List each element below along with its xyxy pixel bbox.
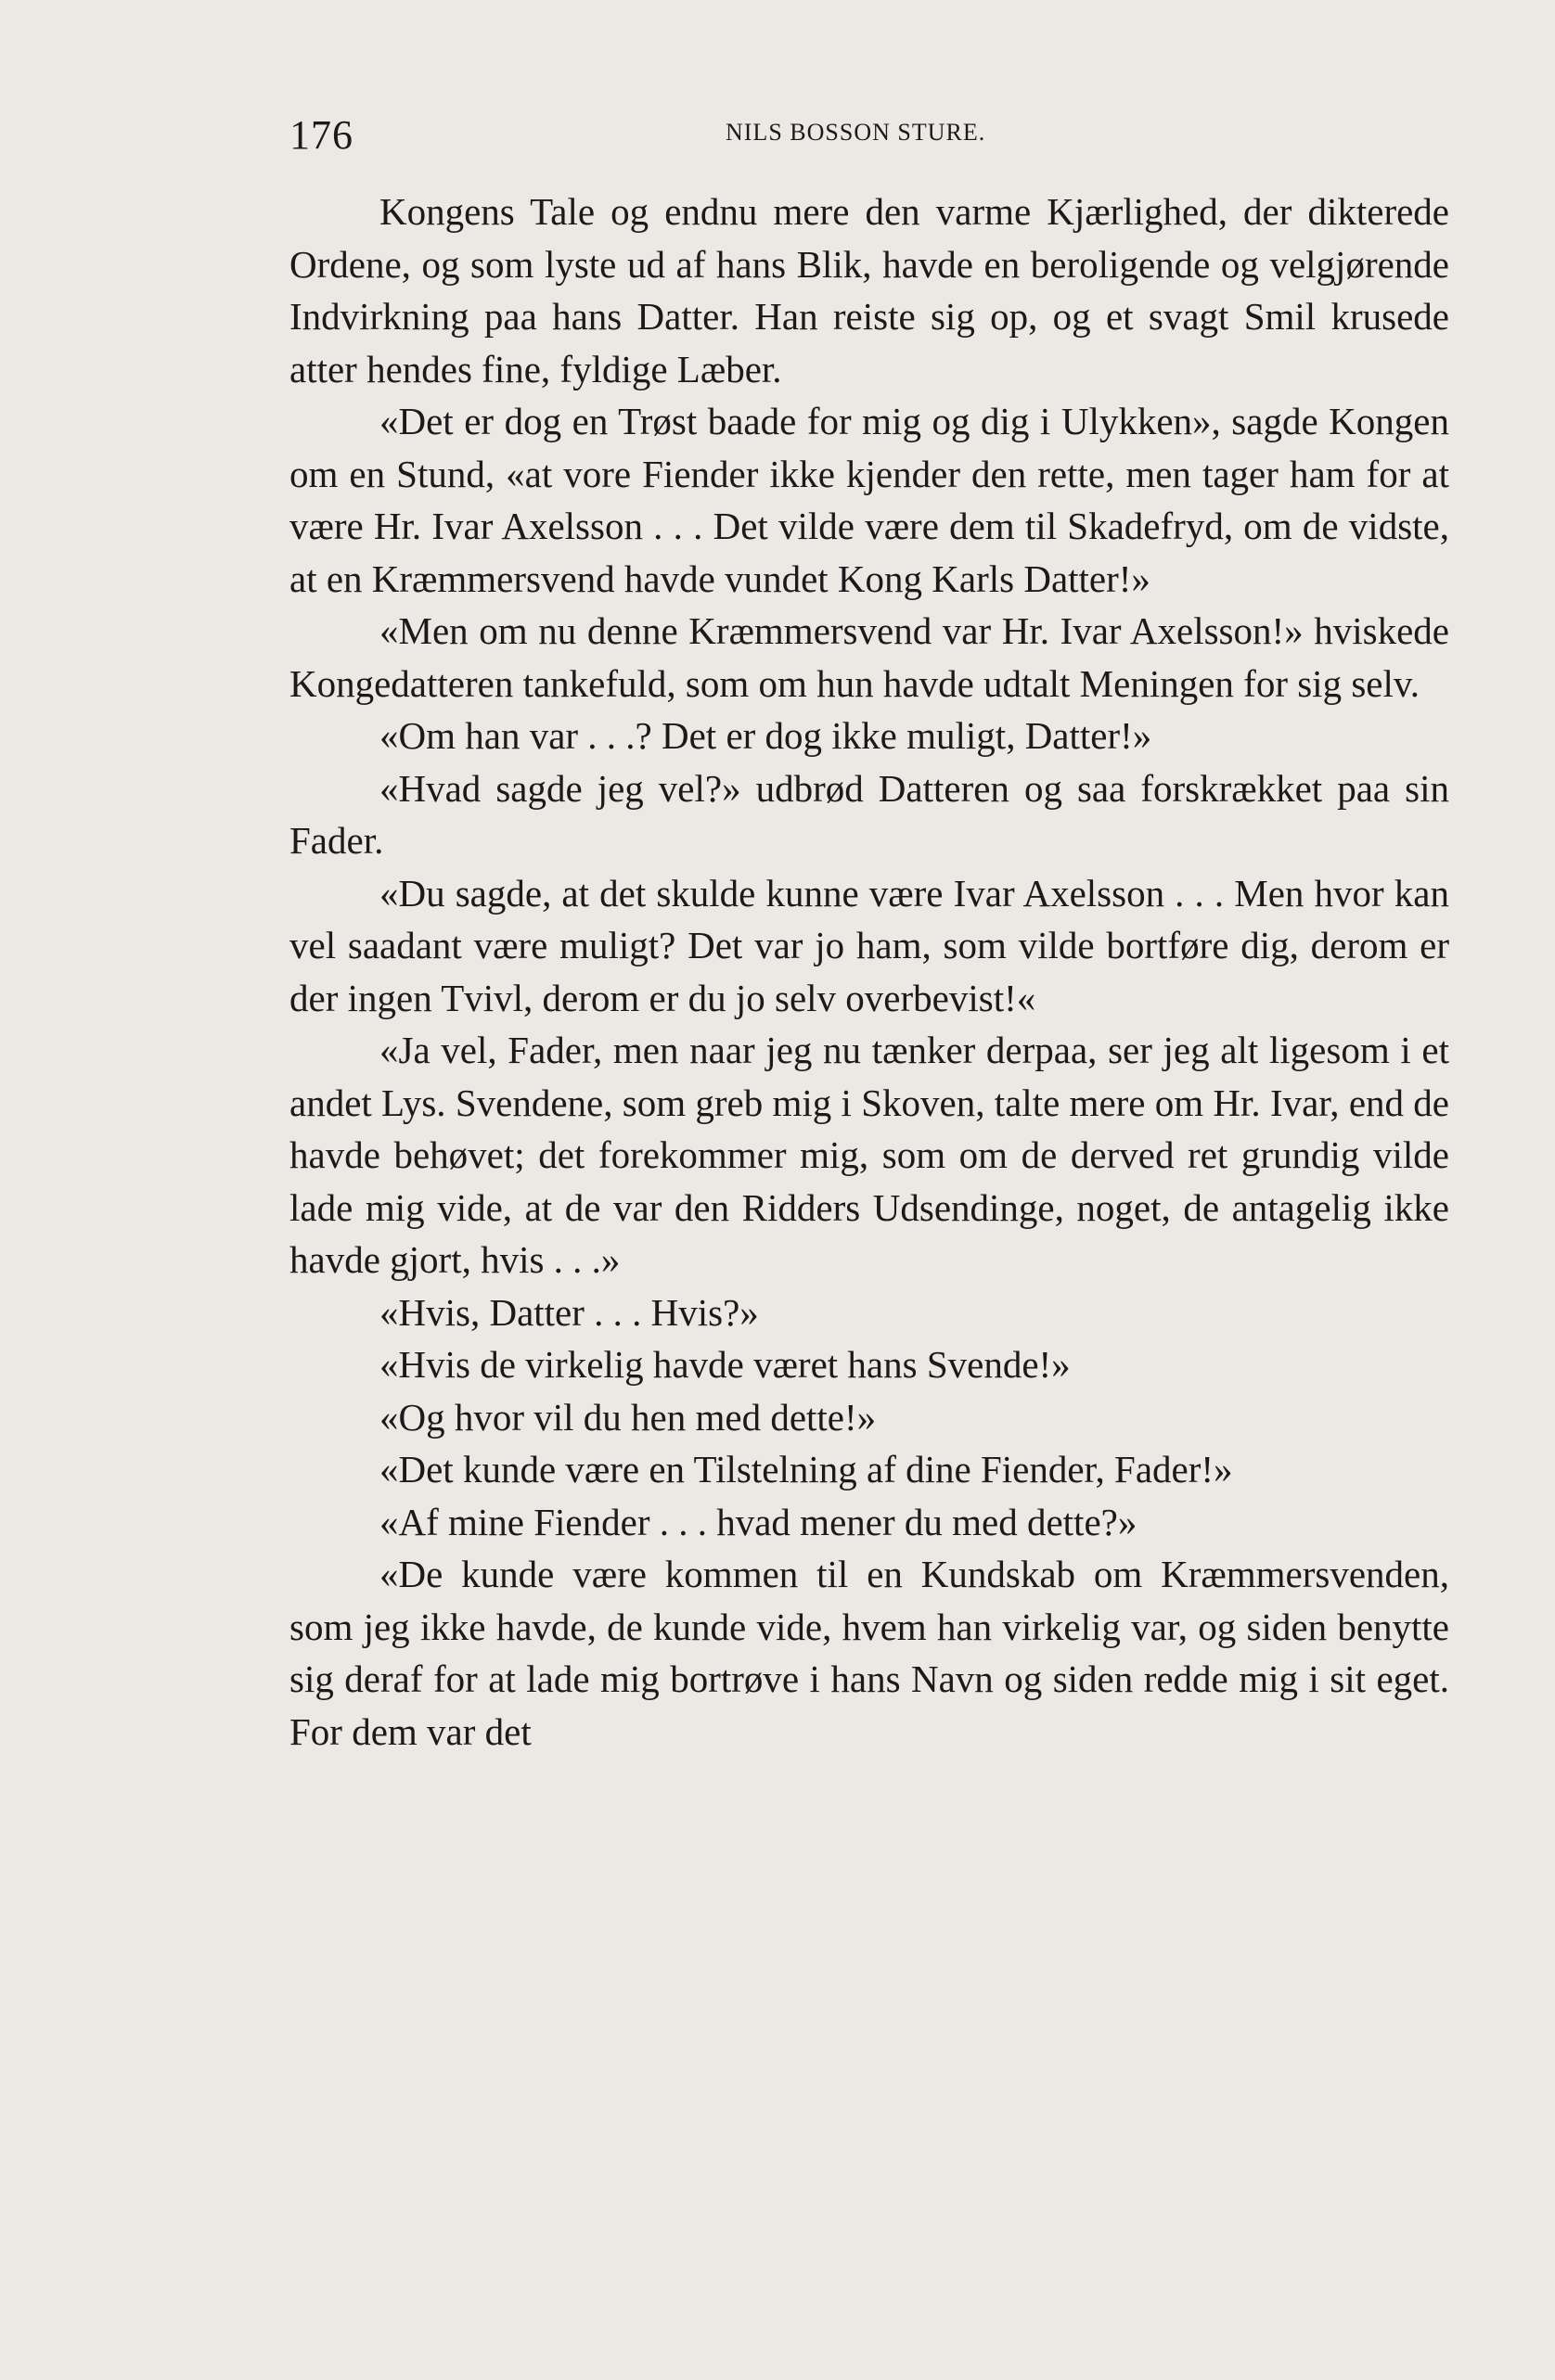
- paragraph: «Om han var . . .? Det er dog ikke muligt, Datter!»: [379, 714, 1152, 757]
- paragraph: «Ja vel, Fader, men naar jeg nu tænker derpaa, ser jeg alt ligesom i et andet Lys. Svendene, som greb mig i Skoven, talte mere om Hr. Ivar, end de havde behøvet; det forekommer mig, som om de derved ret grundig vilde lade mig vide, at de var den Ridders Udsendinge, noget, de antagelig ikke havde gjort, hvis . . .»: [289, 1029, 1449, 1281]
- paragraph: «De kunde være kommen til en Kundskab om Kræmmersvenden, som jeg ikke havde, de kunde vide, hvem han virkelig var, og siden benytte sig deraf for at lade mig bortrøve i hans Navn og siden redde mig i sit eget. For dem var det: [289, 1553, 1449, 1753]
- page-number: 176: [289, 112, 353, 158]
- paragraph: «Hvis, Datter . . . Hvis?»: [379, 1290, 759, 1334]
- running-title: NILS BOSSON STURE.: [726, 119, 986, 146]
- paragraph: «Det kunde være en Tilstelning af dine Fiender, Fader!»: [379, 1448, 1233, 1491]
- paragraph: «Hvis de virkelig havde været hans Svende!»: [379, 1343, 1071, 1386]
- paragraph: «Af mine Fiender . . . hvad mener du med dette?»: [379, 1500, 1137, 1543]
- paragraph: Kongens Tale og endnu mere den varme Kjærlighed, der dikterede Ordene, og som lyste ud af hans Blik, havde en beroligende og velgjørende Indvirkning paa hans Datter. Han reiste sig op, og et svagt Smil krusede atter hendes fine, fyldige Læber.: [289, 190, 1449, 390]
- paragraph: «Du sagde, at det skulde kunne være Ivar Axelsson . . . Men hvor kan vel saadant være muligt? Det var jo ham, som vilde bortføre dig, derom er der ingen Tvivl, derom er du jo selv overbevist!«: [289, 871, 1449, 1019]
- paragraph: «Og hvor vil du hen med dette!»: [379, 1395, 877, 1439]
- paragraph: «Det er dog en Trøst baade for mig og dig i Ulykken», sagde Kongen om en Stund, «at vore Fiender ikke kjender den rette, men tager ham for at være Hr. Ivar Axelsson . . . Det vilde være dem til Skadefryd, om de vidste, at en Kræmmersvend havde vundet Kong Karls Datter!»: [289, 400, 1449, 600]
- paragraph: «Men om nu denne Kræmmersvend var Hr. Ivar Axelsson!» hviskede Kongedatteren tankefuld, som om hun havde udtalt Meningen for sig selv.: [289, 609, 1449, 705]
- page-header: [289, 111, 1449, 167]
- paragraph: «Hvad sagde jeg vel?» udbrød Datteren og saa forskrækket paa sin Fader.: [289, 766, 1449, 862]
- body-text: [289, 186, 1449, 1758]
